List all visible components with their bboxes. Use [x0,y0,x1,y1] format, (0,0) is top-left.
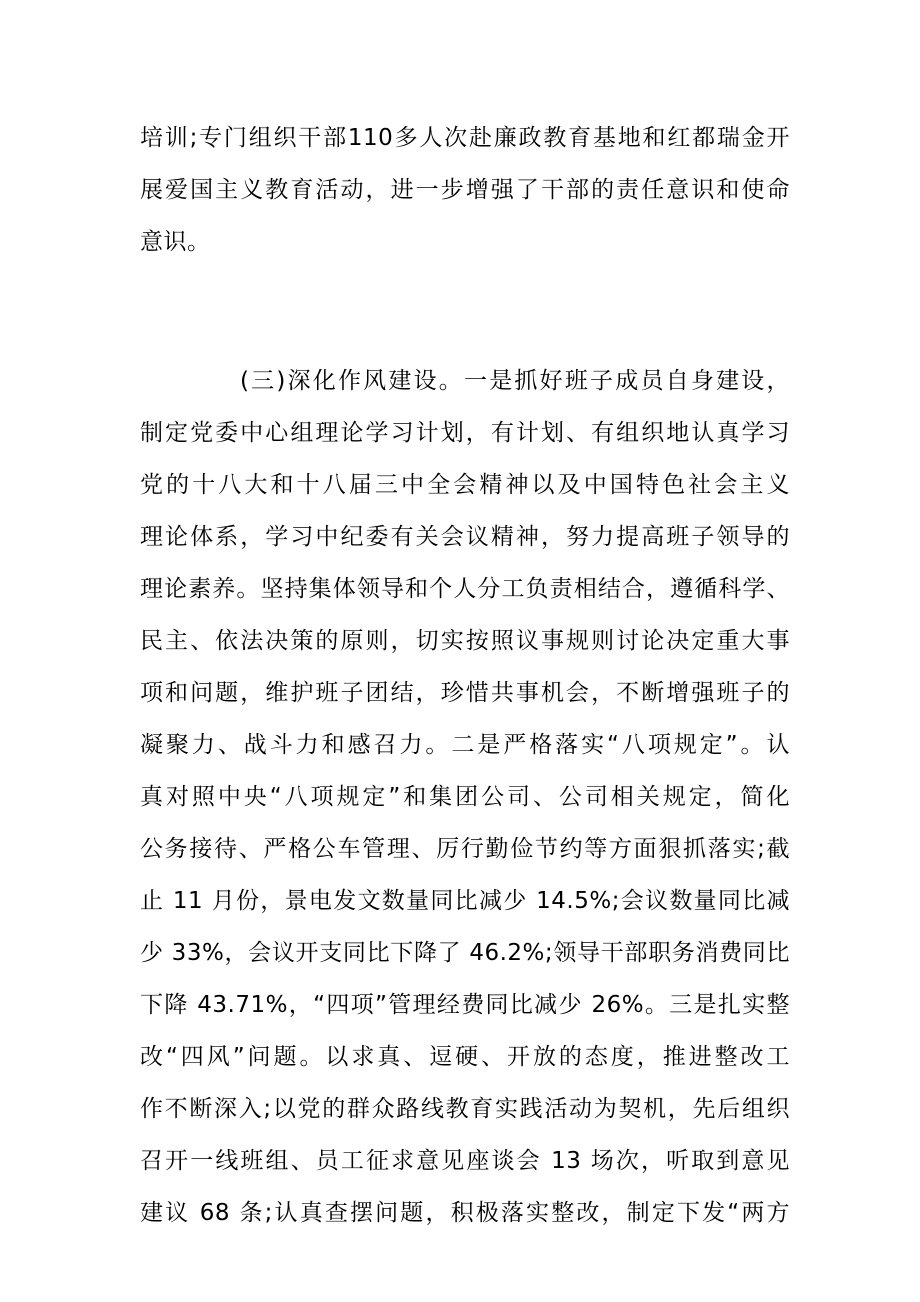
text-line: 培训;专门组织干部110多人次赴廉政教育基地和红都瑞金开 [140,125,790,151]
text-line: 少 33%，会议开支同比下降了 46.2%;领导干部职务消费同比 [140,940,790,966]
text-line: 项和问题，维护班子团结，珍惜共事机会，不断增强班子的 [140,680,790,706]
paragraph-work-style [140,355,790,1239]
text-line: 下降 43.71%，“四项”管理经费同比减少 26%。三是扎实整 [140,992,790,1018]
text-line: 作不断深入;以党的群众路线教育实践活动为契机，先后组织 [140,1096,790,1122]
text-line: 凝聚力、战斗力和感召力。二是严格落实“八项规定”。认 [140,732,790,758]
text-line: 止 11 月份，景电发文数量同比减少 14.5%;会议数量同比减 [140,888,790,914]
text-line: 意识。 [140,229,211,255]
text-line: 理论素养。坚持集体领导和个人分工负责相结合，遵循科学、 [140,576,790,602]
text-line: 建议 68 条;认真查摆问题，积极落实整改，制定下发“两方 [140,1200,790,1226]
text-line: 真对照中央“八项规定”和集团公司、公司相关规定，简化 [140,784,790,810]
section-heading-line: (三)深化作风建设。一是抓好班子成员自身建设， [240,368,790,394]
text-line: 党的十八大和十八届三中全会精神以及中国特色社会主义 [140,472,790,498]
paragraph-training [140,112,790,268]
text-line: 改“四风”问题。以求真、逗硬、开放的态度，推进整改工 [140,1044,790,1070]
text-line: 公务接待、严格公车管理、厉行勤俭节约等方面狠抓落实;截 [140,836,790,862]
text-line: 召开一线班组、员工征求意见座谈会 13 场次，听取到意见 [140,1148,790,1174]
text-line: 制定党委中心组理论学习计划，有计划、有组织地认真学习 [140,420,790,446]
text-line: 民主、依法决策的原则，切实按照议事规则讨论决定重大事 [140,628,790,654]
text-line: 理论体系，学习中纪委有关会议精神，努力提高班子领导的 [140,524,790,550]
text-line: 展爱国主义教育活动，进一步增强了干部的责任意识和使命 [140,177,790,203]
